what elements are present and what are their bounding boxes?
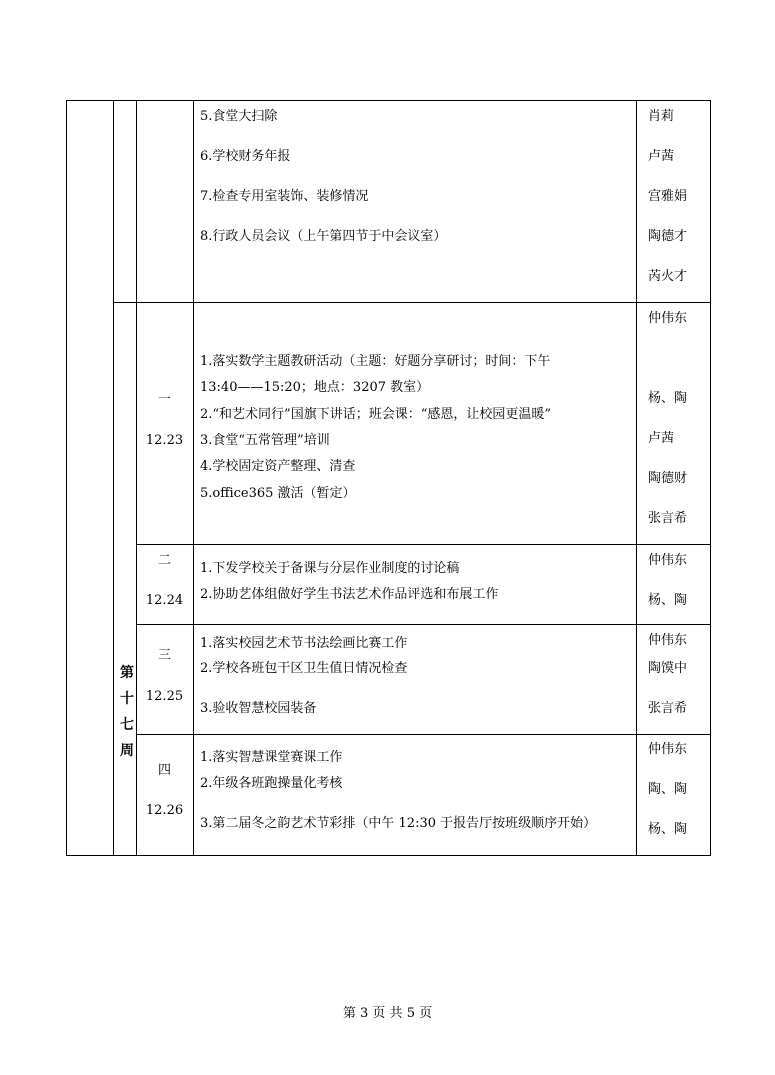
- col-divider: [66, 100, 67, 856]
- task-item: 5.食堂大扫除: [200, 109, 278, 124]
- responsible-person: 仲伟东: [648, 633, 688, 648]
- col-divider: [193, 100, 194, 856]
- row-divider: [137, 544, 711, 545]
- task-item: 2.“和艺术同行”国旗下讲话；班会课：“感恩，让校园更温暖”: [200, 407, 551, 422]
- task-item: 2.年级各班跑操量化考核: [200, 776, 343, 791]
- task-item: 1.落实校园艺术节书法绘画比赛工作: [200, 636, 408, 651]
- responsible-person: 张言希: [648, 701, 688, 716]
- responsible-person: 宫雅娟: [648, 189, 688, 204]
- col-divider: [113, 100, 114, 856]
- row-divider: [113, 302, 711, 303]
- responsible-person: 肖莉: [648, 109, 675, 124]
- task-item: 13:40——15:20；地点：3207 教室）: [200, 380, 430, 395]
- task-item: 4.学校固定资产整理、清查: [200, 459, 356, 474]
- responsible-person: 杨、陶: [648, 593, 688, 608]
- weekday: 四: [157, 763, 171, 778]
- date: 12.26: [145, 803, 184, 818]
- task-item: 3.验收智慧校园装备: [200, 701, 317, 716]
- responsible-person: 仲伟东: [648, 553, 688, 568]
- task-item: 2.协助艺体组做好学生书法艺术作品评选和布展工作: [200, 587, 499, 602]
- responsible-person: 陶德财: [648, 471, 688, 486]
- task-item: 3.第二届冬之韵艺术节彩排（中午 12:30 于报告厅按班级顺序开始）: [200, 816, 597, 831]
- responsible-person: 张言希: [648, 511, 688, 526]
- responsible-person: 陶、陶: [648, 782, 688, 797]
- task-item: 1.落实智慧课堂赛课工作: [200, 750, 343, 765]
- row-divider: [137, 624, 711, 625]
- date: 12.25: [145, 689, 184, 704]
- weekday: 二: [157, 553, 171, 568]
- col-divider: [636, 100, 637, 856]
- date: 12.24: [145, 593, 184, 608]
- week-label-char: 第: [120, 665, 134, 681]
- col-divider: [136, 100, 137, 856]
- task-item: 3.食堂“五常管理”培训: [200, 433, 330, 448]
- task-item: 5.office365 激活（暂定）: [200, 486, 356, 501]
- page-footer: 第 3 页 共 5 页: [342, 1006, 433, 1021]
- responsible-person: 杨、陶: [648, 822, 688, 837]
- responsible-person: 仲伟东: [648, 742, 688, 757]
- task-item: 1.下发学校关于备课与分层作业制度的讨论稿: [200, 561, 460, 576]
- weekday: 三: [157, 648, 171, 663]
- weekday: 一: [157, 392, 171, 407]
- responsible-person: 陶德才: [648, 229, 688, 244]
- responsible-person: 卢茜: [648, 149, 675, 164]
- table-border-bottom: [66, 855, 711, 856]
- week-label-char: 周: [120, 743, 134, 759]
- week-label: [118, 660, 136, 764]
- responsible-person: 杨、陶: [648, 391, 688, 406]
- week-label-char: 十: [120, 691, 134, 707]
- table-border-top: [66, 100, 711, 101]
- task-item: 2.学校各班包干区卫生值日情况检查: [200, 661, 408, 676]
- table-border-right: [710, 100, 711, 856]
- task-item: 1.落实数学主题教研活动（主题：好题分享研讨；时间：下午: [200, 354, 551, 369]
- responsible-person: 仲伟东: [648, 311, 688, 326]
- task-item: 8.行政人员会议（上午第四节于中会议室）: [200, 229, 447, 244]
- responsible-person: 芮火才: [648, 269, 688, 284]
- date: 12.23: [145, 433, 184, 448]
- task-item: 7.检查专用室装饰、装修情况: [200, 189, 369, 204]
- task-item: 6.学校财务年报: [200, 149, 291, 164]
- row-divider: [137, 734, 711, 735]
- week-label-char: 七: [120, 717, 134, 733]
- responsible-person: 陶馍中: [648, 661, 688, 676]
- responsible-person: 卢茜: [648, 431, 675, 446]
